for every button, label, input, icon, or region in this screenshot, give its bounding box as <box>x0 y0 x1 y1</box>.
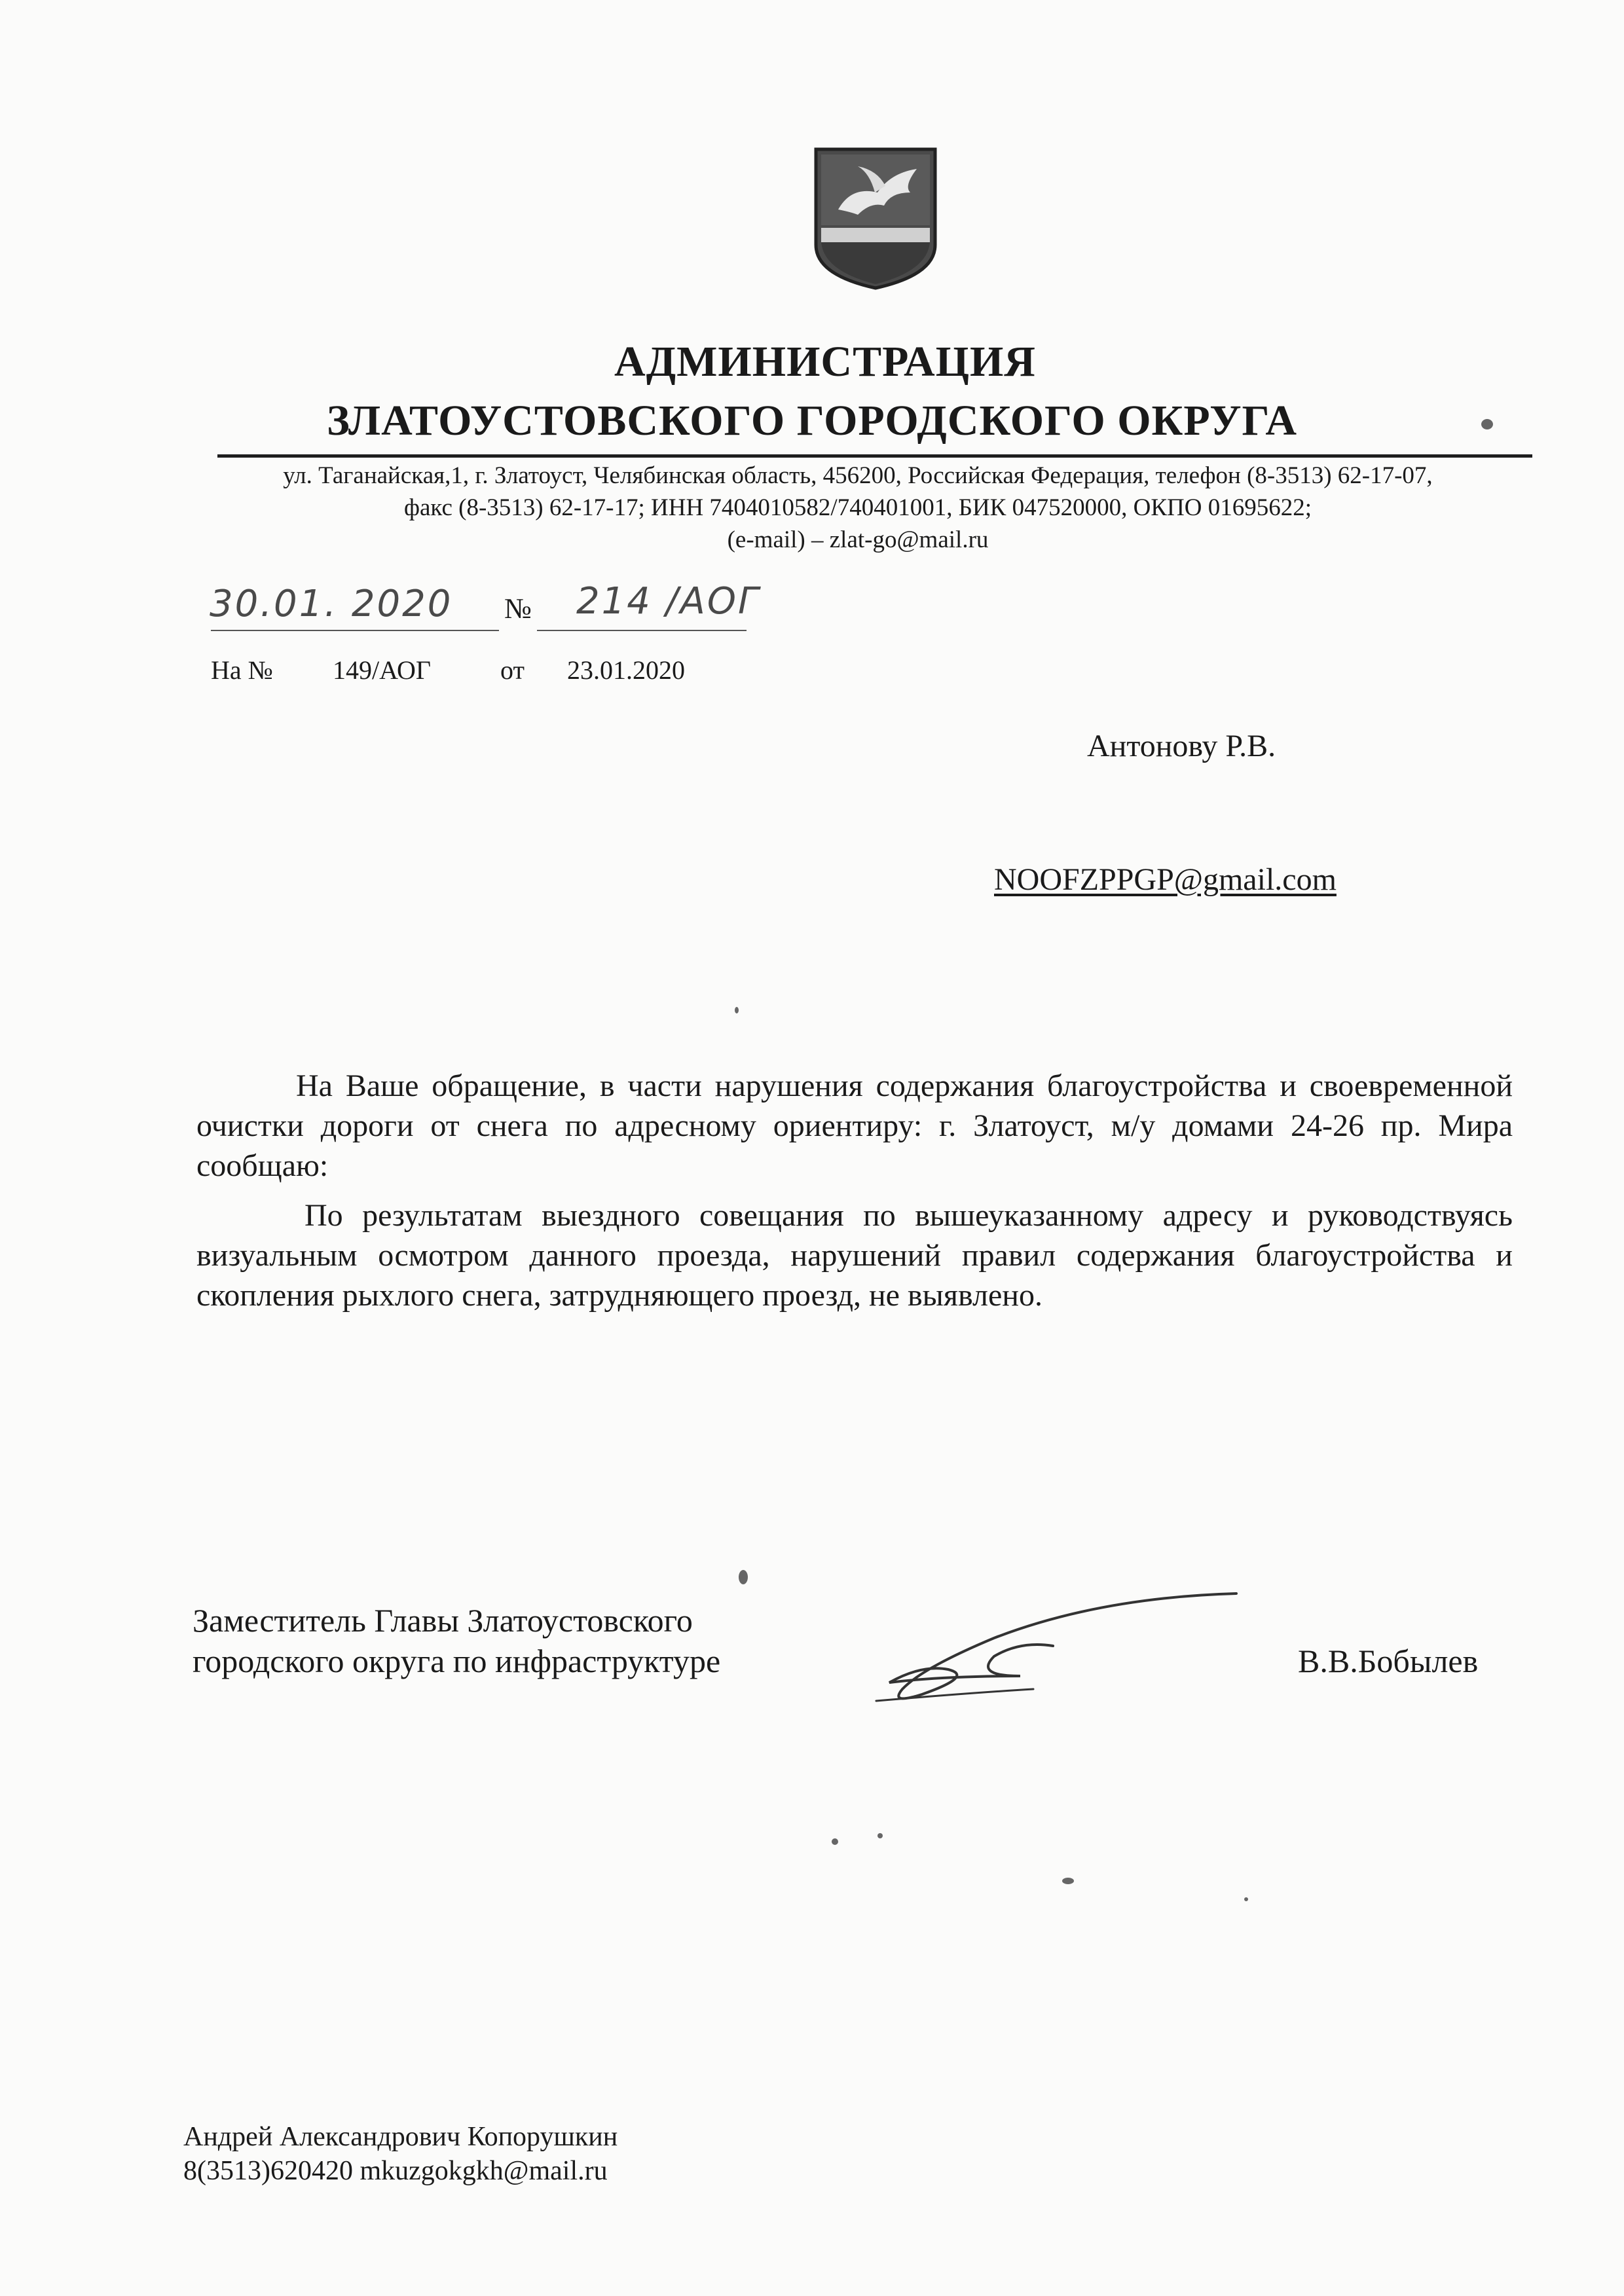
signatory-position-line2: городского округа по инфраструктуре <box>193 1643 721 1679</box>
executor-name: Андрей Александрович Копорушкин <box>183 2122 618 2152</box>
scan-speck <box>832 1838 838 1845</box>
requisites-email: (e-mail) – zlat-go@mail.ru <box>727 526 989 553</box>
coat-of-arms-icon <box>812 147 939 291</box>
addressee-email[interactable]: NOOFZPPGP@gmail.com <box>994 862 1337 897</box>
reference-from-label: от <box>500 655 525 685</box>
scan-speck <box>739 1570 748 1584</box>
signatory-position <box>193 1600 720 1681</box>
reference-date: 23.01.2020 <box>567 655 685 685</box>
header-divider <box>217 454 1532 458</box>
handwritten-signature <box>863 1578 1243 1709</box>
date-underline <box>211 630 499 631</box>
body-paragraph-2-text: По результатам выездного совещания по вышеуказанному адресу и руководствуясь визуальным осмотром данного проезда, нарушений правил содержания благоустройства и скопления рыхлого снега, затрудняющего проезд, не выявлено. <box>196 1198 1513 1313</box>
organization-title-line2: ЗЛАТОУСТОВСКОГО ГОРОДСКОГО ОКРУГА <box>326 397 1297 445</box>
body-paragraph-2 <box>196 1195 1513 1315</box>
signatory-name: В.В.Бобылев <box>1298 1643 1479 1679</box>
body-paragraph-1 <box>196 1066 1513 1186</box>
scan-speck <box>877 1833 883 1838</box>
scan-speck <box>1481 419 1493 429</box>
scan-speck <box>735 1007 739 1013</box>
scan-speck <box>1244 1897 1248 1901</box>
registration-number: 214 /АОГ <box>576 580 761 623</box>
executor-phone-email: 8(3513)620420 mkuzgokgkh@mail.ru <box>183 2156 608 2186</box>
reference-number: 149/АОГ <box>333 655 432 685</box>
requisites-address: ул. Таганайская,1, г. Златоуст, Челябинская область, 456200, Российская Федерация, телефон (8-3513) 62-17-07, <box>283 462 1433 489</box>
number-underline <box>537 630 747 631</box>
reference-prefix: На № <box>211 655 273 685</box>
body-paragraph-1-text: На Ваше обращение, в части нарушения содержания благоустройства и своевременной очистки дороги от снега по адресному ориентиру: г. Златоуст, м/у домами 24-26 пр. Мира сообщаю: <box>196 1068 1513 1183</box>
executor-contact <box>183 2120 618 2188</box>
addressee-name: Антонову Р.В. <box>1087 729 1276 763</box>
registration-date: 30.01. 2020 <box>210 583 453 625</box>
requisites-codes: факс (8-3513) 62-17-17; ИНН 7404010582/740401001, БИК 047520000, ОКПО 01695622; <box>404 494 1312 521</box>
number-sign: № <box>504 592 532 625</box>
signatory-position-line1: Заместитель Главы Златоустовского <box>193 1602 693 1639</box>
organization-title-line1: АДМИНИСТРАЦИЯ <box>614 338 1036 386</box>
scan-speck <box>1062 1878 1074 1884</box>
